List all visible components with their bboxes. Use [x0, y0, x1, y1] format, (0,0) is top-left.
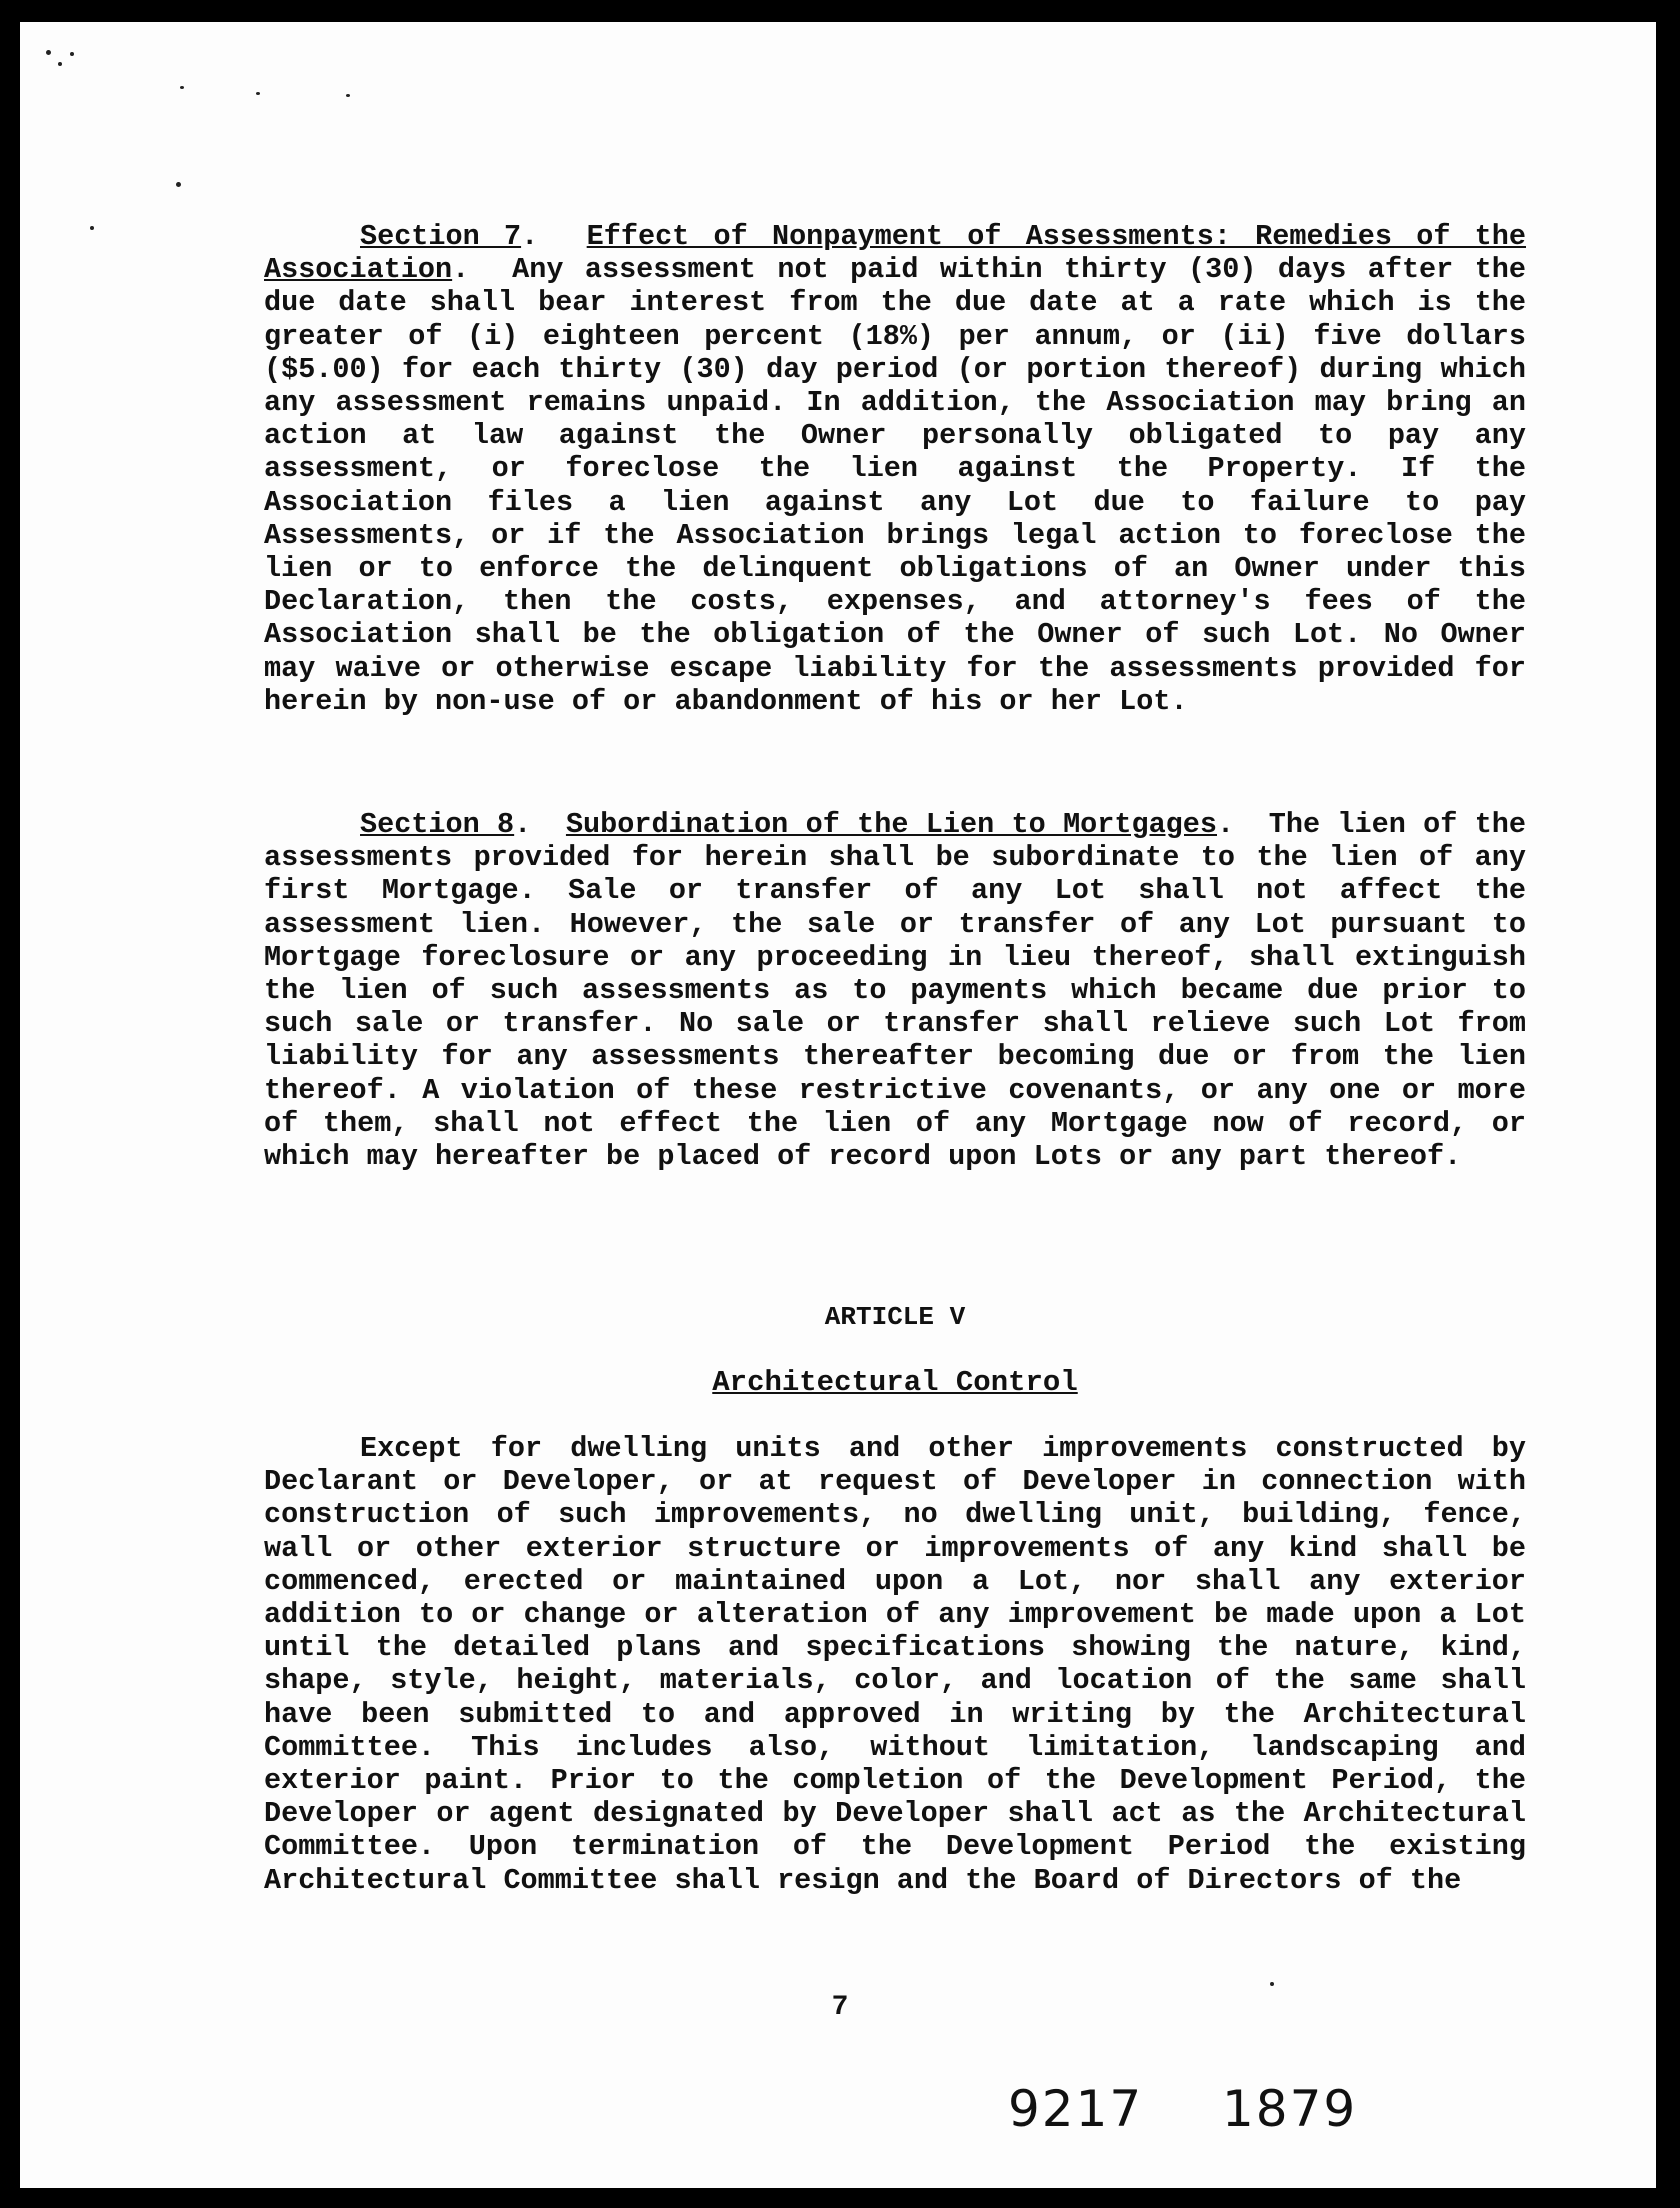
article-title-text: Architectural Control [712, 1366, 1078, 1399]
article-v-body: Except for dwelling units and other improvements constructed by Declarant or Developer, or at request of Developer in connection with construction of such improvements, no dwelling unit, building, fence, wall or other exterior structure or improvements of any kind shall be commenced, erected or maintained upon a Lot, nor shall any exterior addition to or change or alteration of any improvement be made upon a Lot until the detailed plans and specifications showing the nature, kind, shape, style, height, materials, color, and location of the same shall have been submitted to and approved in writing by the Architectural Committee. This includes also, without limitation, landscaping and exterior paint. Prior to the completion of the Development Period, the Developer or agent designated by Developer shall act as the Architectural Committee. Upon termination of the Development Period the existing Architectural Committee shall resign and the Board of Directors of the [264, 1432, 1526, 1897]
record-number-left: 9217 [1008, 2080, 1144, 2138]
scan-speck [90, 226, 94, 230]
scan-speck [346, 94, 350, 97]
section-7-title: Effect of Nonpayment of Assessments: Remedies of the Association [264, 220, 1526, 287]
scan-speck [1270, 1982, 1274, 1986]
record-number-right: 1879 [1222, 2080, 1358, 2138]
section-8-heading: Section 8 [360, 808, 515, 841]
section-7-heading: Section 7 [360, 220, 522, 253]
article-v-paragraph [264, 1432, 1526, 1897]
section-8-title: Subordination of the Lien to Mortgages [565, 808, 1217, 841]
scan-speck [58, 62, 62, 66]
page-number: 7 [831, 1992, 849, 2023]
scan-speck [180, 86, 184, 89]
section-8-body: The lien of the assessments provided for herein shall be subordinate to the lien of any first Mortgage. Sale or transfer of any Lot shall not affect the assessment lien. However, the sale or transfer of any Lot pursuant to Mortgage foreclosure or any proceeding in lieu thereof, shall extinguish the lien of such assessments as to payments which became due prior to such sale or transfer. No sale or transfer shall relieve such Lot from liability for any assessments thereafter becoming due or from the lien thereof. A violation of these restrictive covenants, or any one or more of them, shall not effect the lien of any Mortgage now of record, or which may hereafter be placed of record upon Lots or any part thereof. [264, 808, 1527, 1174]
scan-speck [46, 50, 51, 55]
section-7-body: Any assessment not paid within thirty (30) days after the due date shall bear interest from the due date at a rate which is the greater of (i) eighteen percent (18%) per annum, or (ii) five dollars ($5.00) for each thirty (30) day period (or portion thereof) during which any assessment remains unpaid. In addition, the Association may bring an action at law against the Owner personally obligated to pay any assessment, or foreclose the lien against the Property. If the Association files a lien against any Lot due to failure to pay Assessments, or if the Association brings legal action to foreclose the lien or to enforce the delinquent obligations of an Owner under this Declaration, then the costs, expenses, and attorney's fees of the Association shall be the obligation of the Owner of such Lot. No Owner may waive or otherwise escape liability for the assessments provided for herein by non-use of or abandonment of his or her Lot. [264, 253, 1527, 718]
scan-speck [256, 92, 260, 95]
scan-speck [70, 52, 74, 56]
article-number: ARTICLE V [824, 1302, 966, 1332]
section-7-paragraph: Section 7. Effect of Nonpayment of Assessments: Remedies of the Association. Any assessment not paid within thirty (30) days after the due date shall bear interest from the due date at a rate which is the greater of (i) eighteen percent (18%) per annum, or (ii) five dollars ($5.00) for each thirty (30) day period (or portion thereof) during which any assessment remains unpaid. In addition, the Association may bring an action at law against the Owner personally obligated to pay any assessment, or foreclose the lien against the Property. If the Association files a lien against any Lot due to failure to pay Assessments, or if the Association brings legal action to foreclose the lien or to enforce the delinquent obligations of an Owner under this Declaration, then the costs, expenses, and attorney's fees of the Association shall be the obligation of the Owner of such Lot. No Owner may waive or otherwise escape liability for the assessments provided for herein by non-use of or abandonment of his or her Lot. [264, 220, 1527, 718]
section-8-paragraph: Section 8. Subordination of the Lien to Mortgages. The lien of the assessments provided for herein shall be subordinate to the lien of any first Mortgage. Sale or transfer of any Lot shall not affect the assessment lien. However, the sale or transfer of any Lot pursuant to Mortgage foreclosure or any proceeding in lieu thereof, shall extinguish the lien of such assessments as to payments which became due prior to such sale or transfer. No sale or transfer shall relieve such Lot from liability for any assessments thereafter becoming due or from the lien thereof. A violation of these restrictive covenants, or any one or more of them, shall not effect the lien of any Mortgage now of record, or which may hereafter be placed of record upon Lots or any part thereof. [264, 808, 1527, 1174]
article-title [264, 1366, 1526, 1399]
scan-speck [176, 182, 181, 187]
